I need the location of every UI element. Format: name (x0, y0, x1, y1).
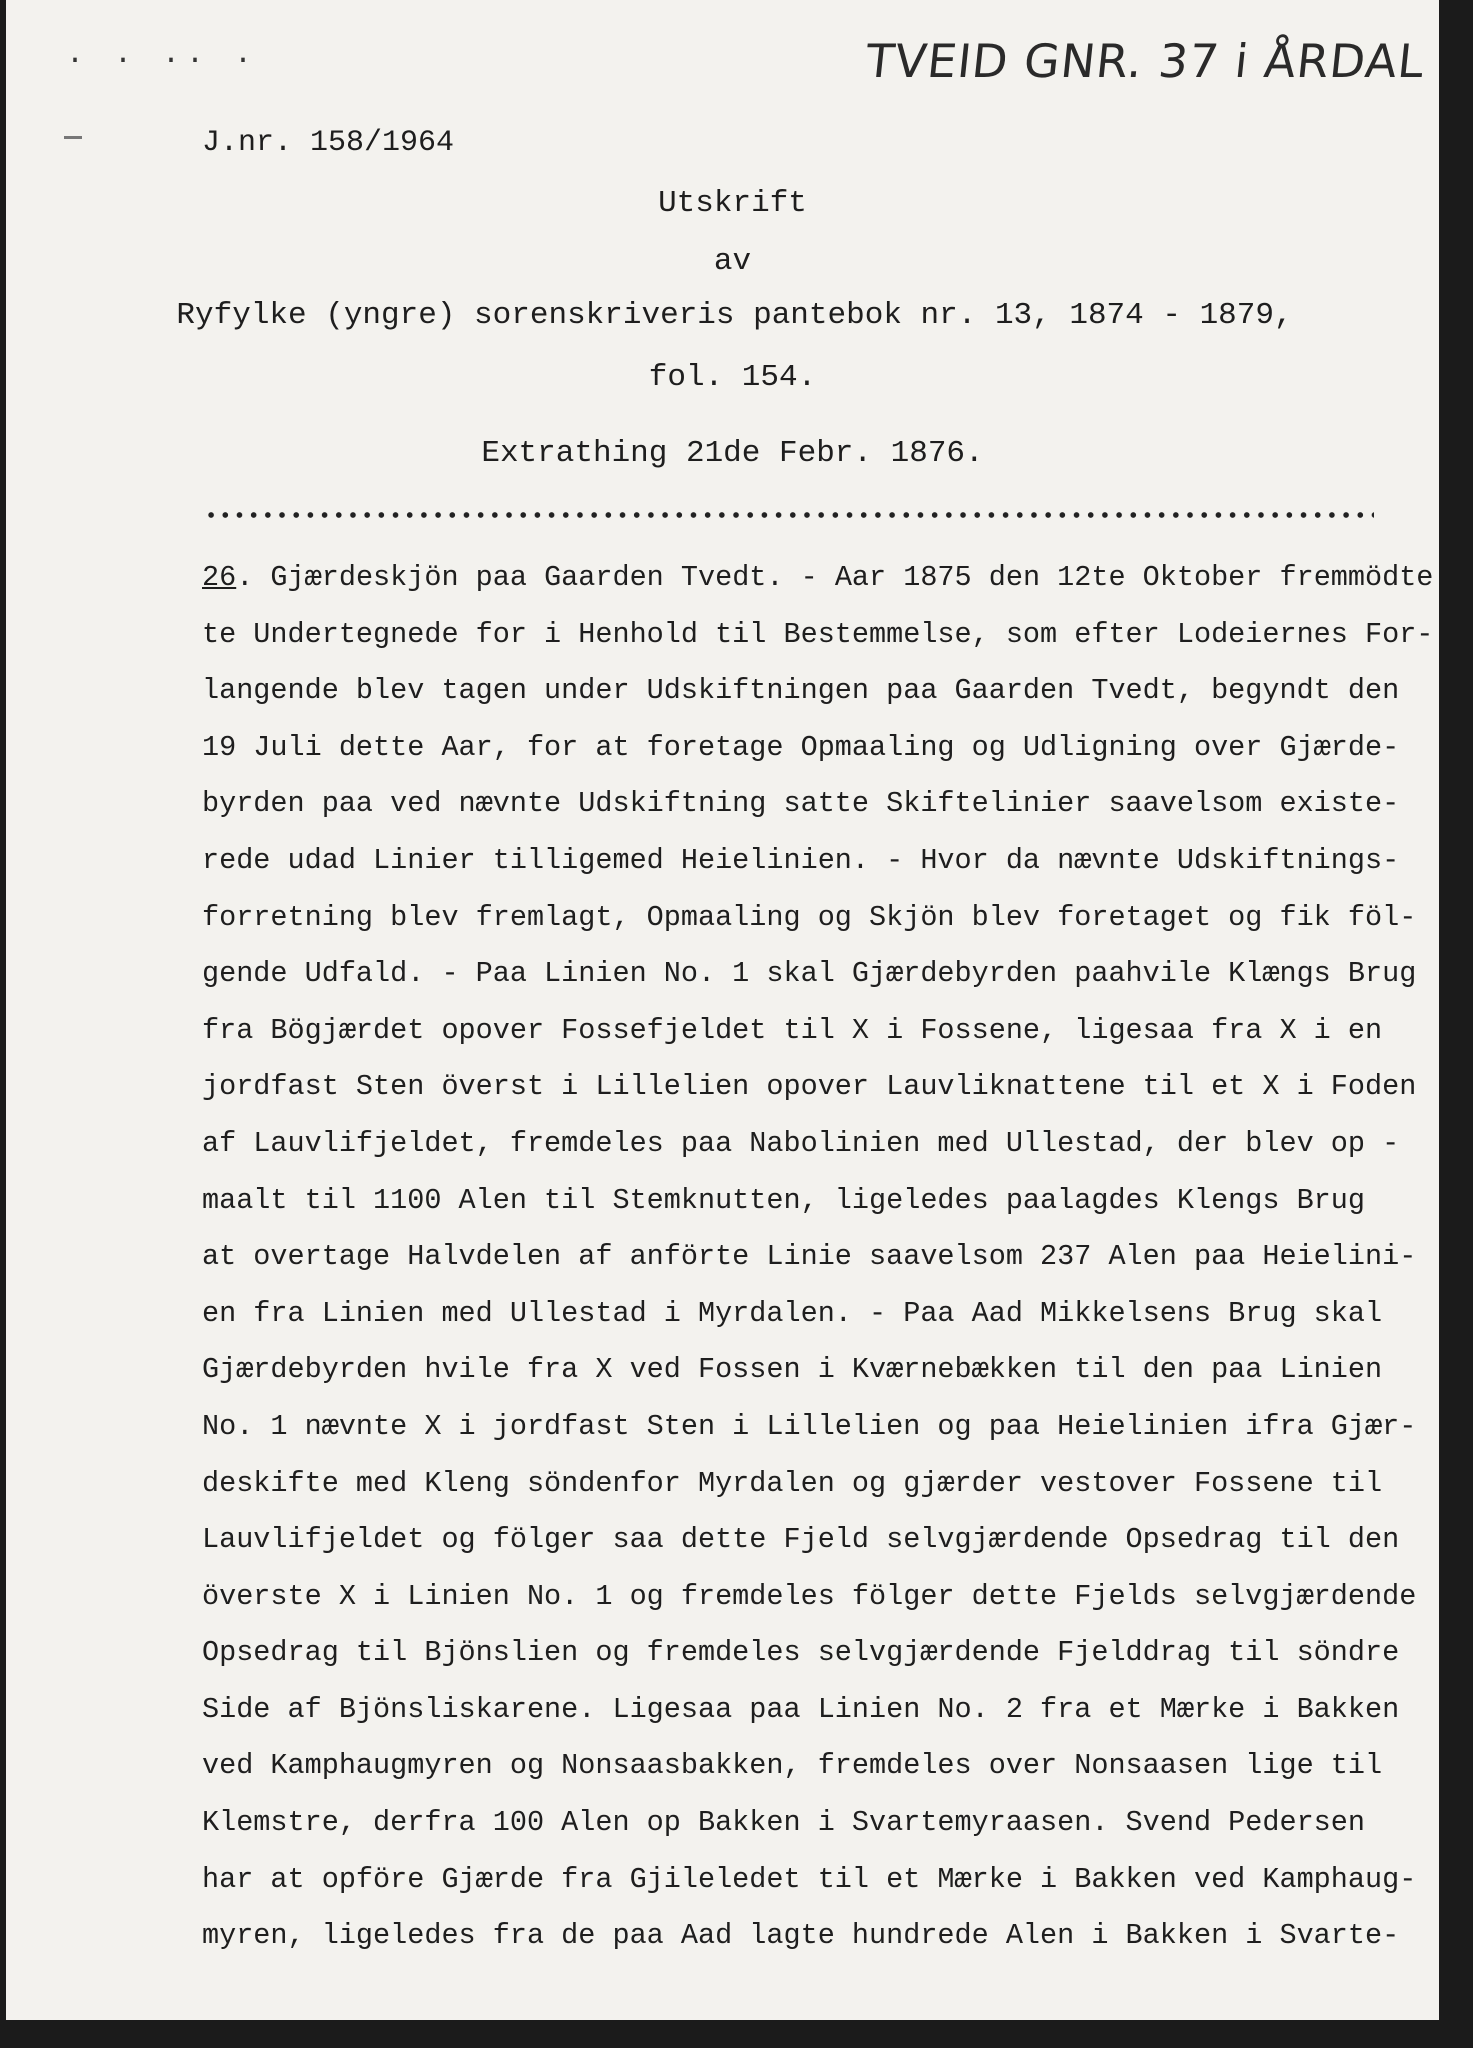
body-line: af Lauvlifjeldet, fremdeles paa Nabolinien med Ullestad, der blev op - (202, 1126, 1400, 1160)
body-line: 26. Gjærdeskjön paa Gaarden Tvedt. - Aar 1875 den 12te Oktober fremmödte (202, 561, 1434, 594)
body-line: deskifte med Kleng söndenfor Myrdalen og gjærder vestover Fossene til (202, 1466, 1383, 1500)
body-line: rede udad Linier tilligemed Heielinien. - Hvor da nævnte Udskiftnings- (202, 843, 1400, 877)
title-source: Ryfylke (yngre) sorenskriveris pantebok nr. 13, 1874 - 1879, (176, 298, 1293, 333)
margin-tick (64, 136, 82, 139)
body-line: fra Bögjærdet opover Fossefjeldet til X i Fossene, ligesaa fra X i en (202, 1013, 1383, 1047)
title-utskrift: Utskrift (658, 186, 807, 221)
body-line: No. 1 nævnte X i jordfast Sten i Lillelien og paa Heielinien ifra Gjær- (202, 1409, 1417, 1443)
document-page (6, 0, 1439, 2020)
body-line: langende blev tagen under Udskiftningen paa Gaarden Tvedt, begyndt den (202, 674, 1400, 708)
body-line: te Undertegnede for i Henhold til Bestemmelse, som efter Lodeiernes For- (202, 617, 1434, 651)
body-line: jordfast Sten överst i Lillelien opover Lauvliknattene til et X i Foden (202, 1070, 1417, 1104)
body-line: Opsedrag til Bjönslien og fremdeles selvgjærdende Fjelddrag til söndre (202, 1636, 1400, 1670)
body-line: byrden paa ved nævnte Udskiftning satte Skiftelinier saavelsom existe- (202, 787, 1400, 821)
title-av: av (713, 244, 752, 279)
body-line: at overtage Halvdelen af anförte Linie saavelsom 237 Alen paa Heielini- (202, 1240, 1417, 1274)
body-line: Gjærdebyrden hvile fra X ved Fossen i Kværnebækken til den paa Linien (202, 1353, 1383, 1387)
handwritten-note: TVEID GNR. 37 i ÅRDAL (863, 34, 1428, 88)
body-text (202, 550, 1432, 1965)
body-line: har at opföre Gjærde fra Gjileledet til et Mærke i Bakken ved Kamphaug- (202, 1862, 1417, 1896)
body-line: maalt til 1100 Alen til Stemknutten, ligeledes paalagdes Klengs Brug (202, 1183, 1365, 1217)
body-line: gende Udfald. - Paa Linien No. 1 skal Gjærdebyrden paahvile Klængs Brug (202, 957, 1417, 991)
body-line: ved Kamphaugmyren og Nonsaasbakken, fremdeles over Nonsaasen lige til (202, 1749, 1383, 1783)
title-session: Extrathing 21de Febr. 1876. (481, 436, 984, 471)
body-line: 19 Juli dette Aar, for at foretage Opmaaling og Udligning over Gjærde- (202, 730, 1400, 764)
body-line: Side af Bjönsliskarene. Ligesaa paa Linien No. 2 fra et Mærke i Bakken (202, 1692, 1400, 1726)
dotted-separator (204, 508, 1374, 522)
body-line: forretning blev fremlagt, Opmaaling og Skjön blev foretaget og fik föl- (202, 900, 1417, 934)
item-number: 26 (202, 561, 237, 594)
body-line: en fra Linien med Ullestad i Myrdalen. - Paa Aad Mikkelsens Brug skal (202, 1296, 1383, 1330)
corner-marks: . . .. . (66, 38, 259, 72)
body-line: överste X i Linien No. 1 og fremdeles fölger dette Fjelds selvgjærdende (202, 1579, 1417, 1613)
body-line: myren, ligeledes fra de paa Aad lagte hundrede Alen i Bakken i Svarte- (202, 1919, 1400, 1953)
body-line: Klemstre, derfra 100 Alen op Bakken i Svartemyraasen. Svend Pedersen (202, 1806, 1365, 1840)
journal-number: J.nr. 158/1964 (202, 126, 455, 160)
title-folio: fol. 154. (648, 360, 817, 395)
body-line: Lauvlifjeldet og fölger saa dette Fjeld selvgjærdende Opsedrag til den (202, 1523, 1400, 1557)
